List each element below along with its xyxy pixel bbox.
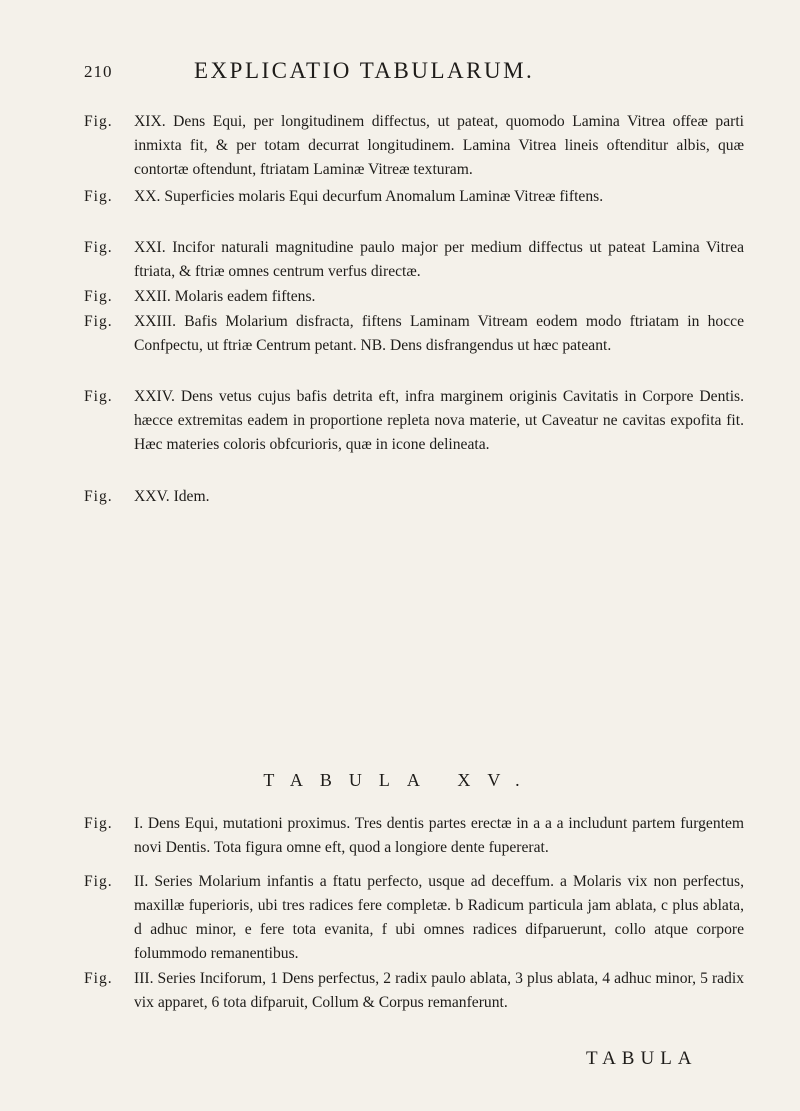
figure-description: II. Series Molarium infantis a ftatu perfecto, usque ad deceffum. a Molaris vix non perfectus, maxillæ fuperioris, ubi tres radices fere completæ. b Radicum particula jam ablata, c plus ablata, d adhuc minor, e fere tota evanita, f ubi omnes radices difparuerunt, collo atque corpore folummodo remanentibus. <box>134 873 744 962</box>
section-heading: TABULA XV. <box>263 770 537 790</box>
figure-label: Fig. <box>84 188 113 205</box>
figure-label: Fig. <box>84 313 113 330</box>
figure-label: Fig. <box>84 488 113 505</box>
figure-label: Fig. <box>84 239 113 256</box>
figure-label: Fig. <box>84 815 113 832</box>
figure-entry <box>84 236 744 284</box>
figure-description: I. Dens Equi, mutationi proximus. Tres dentis partes erectæ in a a a includunt partem furgentem novi Dentis. Tota figura omne eft, quod a longiore dente fupererat. <box>134 815 744 856</box>
figure-entry <box>84 110 744 182</box>
figure-label: Fig. <box>84 113 113 130</box>
figure-label: Fig. <box>84 388 113 405</box>
figure-label: Fig. <box>84 288 113 305</box>
figure-description: XXV. Idem. <box>134 488 210 505</box>
figure-entry <box>84 967 744 1015</box>
running-head <box>84 58 724 88</box>
figure-entry <box>84 385 744 457</box>
figure-description: XXI. Incifor naturali magnitudine paulo major per medium diffectus ut pateat Lamina Vitrea ftriata, & ftriæ omnes centrum verfus directæ. <box>134 239 744 280</box>
figure-entry <box>84 185 744 209</box>
figure-entry <box>84 310 744 358</box>
catchword: TABULA <box>586 1048 698 1069</box>
figure-description: III. Series Inciforum, 1 Dens perfectus, 2 radix paulo ablata, 3 plus ablata, 4 adhuc minor, 5 radix vix apparet, 6 tota difparuit, Collum & Corpus remanferunt. <box>134 970 744 1011</box>
figure-description: XXIII. Bafis Molarium disfracta, fiftens Laminam Vitream eodem modo ftriatam in hocce Confpectu, ut ftriæ Centrum petant. NB. Dens disfrangendus ut hæc pateant. <box>134 313 744 354</box>
figure-entry <box>84 485 744 509</box>
figure-description: XIX. Dens Equi, per longitudinem diffectus, ut pateat, quomodo Lamina Vitrea offeæ parti inmixta fit, & per totam decurrat longitudinem. Lamina Vitrea lineis oftenditur albis, quæ contortæ oftendunt, ftriatam Laminæ Vitreæ texturam. <box>134 113 744 178</box>
figure-description: XX. Superficies molaris Equi decurfum Anomalum Laminæ Vitreæ fiftens. <box>134 188 604 205</box>
figure-entry <box>84 285 744 309</box>
page-number: 210 <box>84 62 113 81</box>
figure-label: Fig. <box>84 970 113 987</box>
figure-entry <box>84 812 744 860</box>
running-title: EXPLICATIO TABULARUM. <box>194 58 535 83</box>
figure-description: XXIV. Dens vetus cujus bafis detrita eft, infra marginem originis Cavitatis in Corpore Dentis. hæcce extremitas eadem in proportione repleta nova materie, ut Caveatur ne cavitas expofita fit. Hæc materies coloris obfcurioris, quæ in icone delineata. <box>134 388 744 453</box>
figure-description: XXII. Molaris eadem fiftens. <box>134 288 316 305</box>
figure-entry <box>84 870 744 966</box>
figure-label: Fig. <box>84 873 113 890</box>
